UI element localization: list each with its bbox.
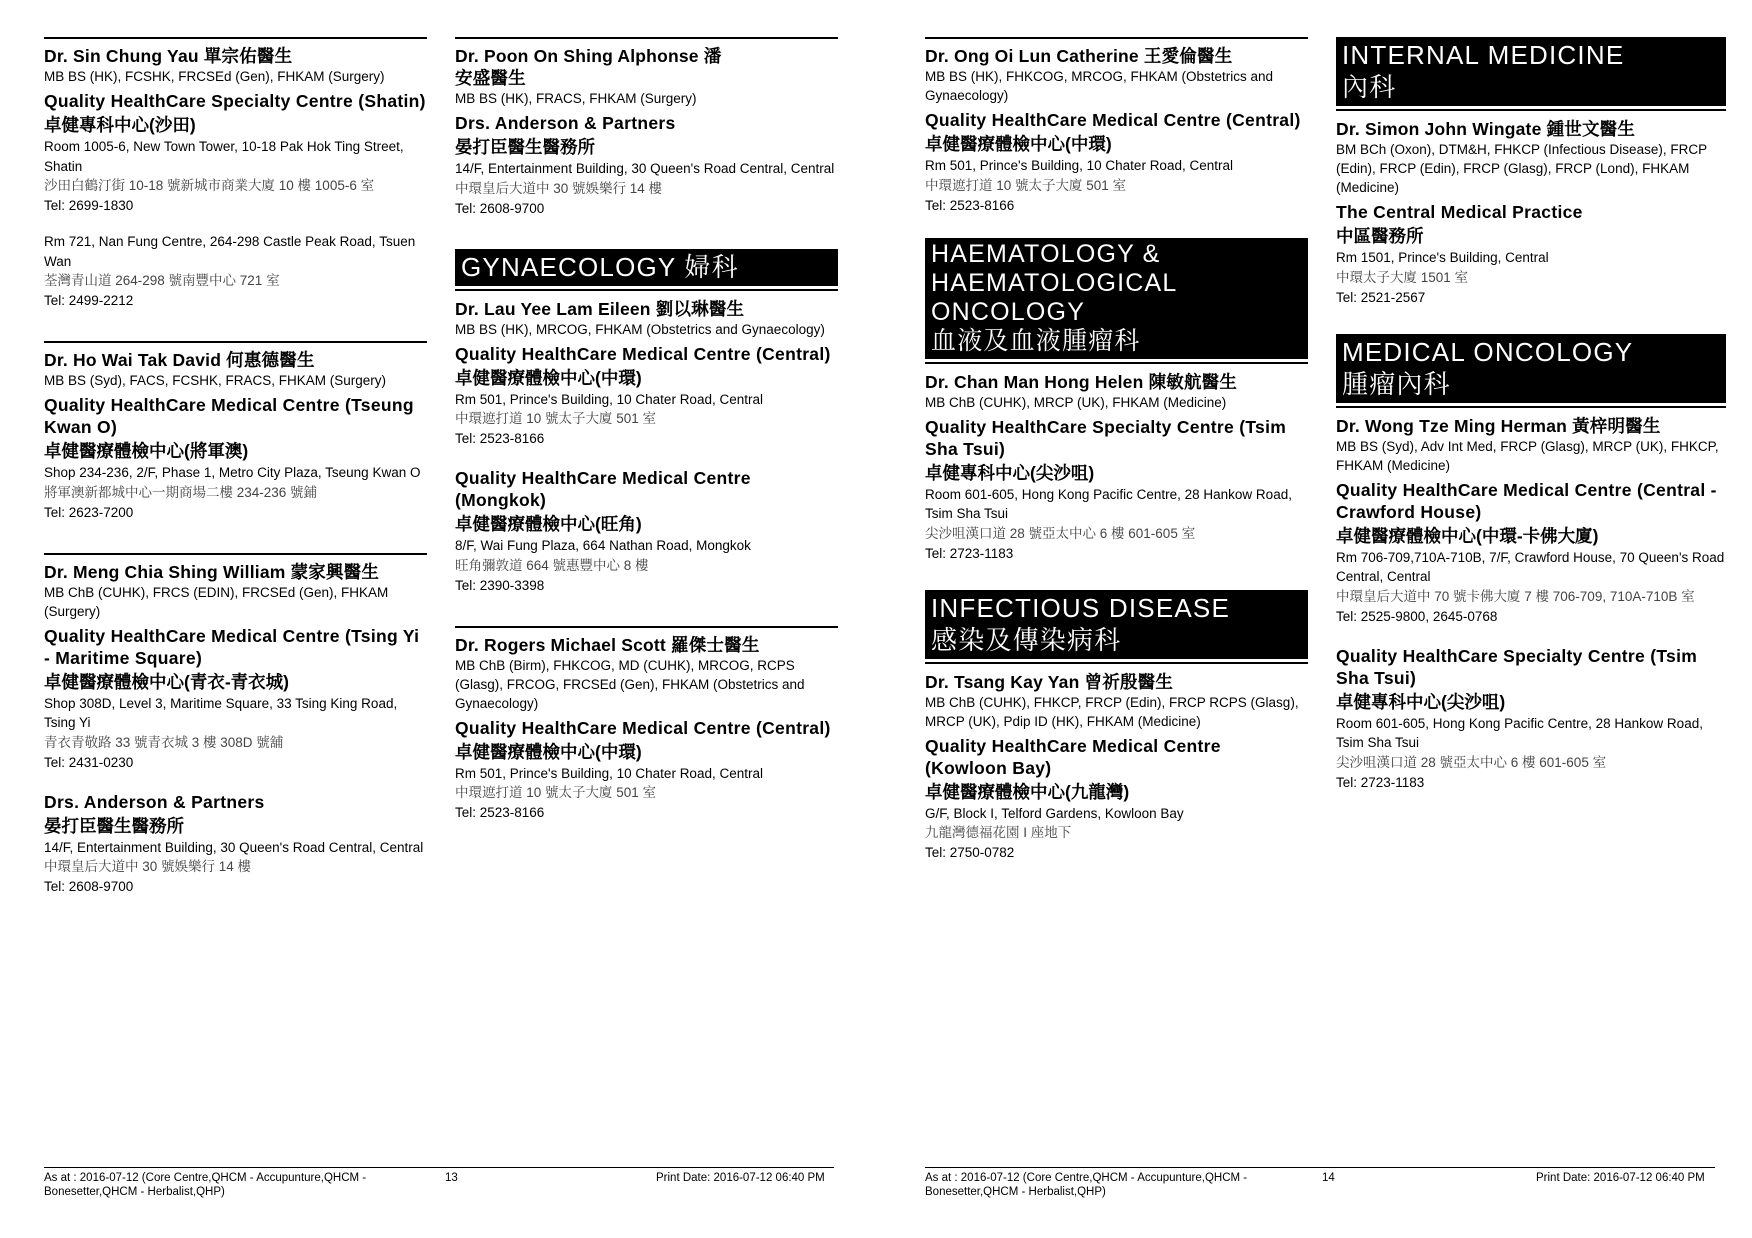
clinic-name: Quality HealthCare Specialty Centre (Tsim Sha Tsui) [1336, 645, 1698, 688]
section-gynaecology [455, 249, 838, 824]
section-divider [925, 662, 1308, 664]
doctor-qualifications: MB BS (HK), FRACS, FHKAM (Surgery) [455, 91, 697, 106]
address: Room 601-605, Hong Kong Pacific Centre, 28 Hankow Road, Tsim Sha Tsui [925, 486, 1292, 521]
clinic-name: Quality HealthCare Specialty Centre (Shatin) [44, 91, 426, 111]
clinic-name: Quality HealthCare Medical Centre (Central - Crawford House) [1336, 479, 1717, 522]
section-divider [1336, 109, 1726, 111]
address-zh: 尖沙咀漢口道 28 號亞太中心 6 樓 601-605 室 [925, 525, 1196, 541]
section-haematology [925, 238, 1308, 564]
doctor-qualifications: MB BS (HK), MRCOG, FHKAM (Obstetrics and Gynaecology) [455, 321, 825, 337]
clinic-name: Quality HealthCare Medical Centre (Tseung Kwan O) [44, 395, 414, 437]
address-zh: 九龍灣德福花園 I 座地下 [925, 825, 1072, 840]
clinic-name: Quality HealthCare Medical Centre (Mongkok) [455, 468, 751, 510]
telephone: Tel: 2499-2212 [44, 293, 134, 308]
clinic-name-zh: 卓健專科中心(尖沙咀) [925, 462, 1095, 483]
clinic-name-zh: 卓健醫療體檢中心(將軍澳) [44, 441, 249, 461]
address-zh: 中環太子大廈 1501 室 [1336, 269, 1469, 285]
address: Room 601-605, Hong Kong Pacific Centre, 28 Hankow Road, Tsim Sha Tsui [1336, 715, 1703, 750]
footer-as-at-right: As at : 2016-07-12 (Core Centre,QHCM - Accupunture,QHCM - Bonesetter,QHCM - Herbalist,QHP) [925, 1172, 1248, 1198]
clinic-name-zh: 卓健醫療體檢中心(青衣-青衣城) [44, 671, 289, 692]
section-internal-medicine [1336, 37, 1726, 308]
address-zh: 中環遮打道 10 號太子大廈 501 室 [925, 177, 1127, 193]
address: Shop 234-236, 2/F, Phase 1, Metro City Plaza, Tseung Kwan O [44, 465, 421, 480]
doctor-name: Dr. Simon John Wingate 鍾世文醫生 [1336, 119, 1636, 139]
clinic-name: Drs. Anderson & Partners [44, 791, 265, 812]
column-4 [1336, 37, 1726, 823]
footer-page-number-right: 14 [1322, 1172, 1335, 1184]
telephone: Tel: 2525-9800, 2645-0768 [1336, 608, 1498, 624]
telephone: Tel: 2699-1830 [44, 198, 134, 213]
telephone: Tel: 2723-1183 [1336, 774, 1425, 790]
address-zh: 旺角彌敦道 664 號惠豐中心 8 樓 [455, 557, 649, 573]
clinic-location [44, 232, 427, 311]
clinic-location [455, 343, 838, 450]
doctor-qualifications: MB ChB (CUHK), MRCP (UK), FHKAM (Medicine) [925, 394, 1227, 410]
telephone: Tel: 2608-9700 [455, 200, 545, 216]
section-heading-line: INTERNAL MEDICINE [1342, 40, 1625, 70]
doctor-name: Dr. Ong Oi Lun Catherine 王愛倫醫生 [925, 46, 1233, 66]
telephone: Tel: 2523-8166 [455, 431, 545, 446]
doctor-name: Dr. Ho Wai Tak David 何惠德醫生 [44, 350, 315, 370]
doctor-qualifications: MB ChB (Birm), FHKCOG, MD (CUHK), MRCOG, RCPS (Glasg), FRCOG, FRCSEd (Gen), FHKAM (Obstetrics and Gynaecology) [455, 657, 805, 711]
telephone: Tel: 2521-2567 [1336, 289, 1426, 305]
doctor-entry-meng-chia-shing [44, 553, 427, 898]
address: Shop 308D, Level 3, Maritime Square, 33 Tsing King Road, Tsing Yi [44, 695, 398, 730]
doctor-name: Dr. Sin Chung Yau 單宗佑醫生 [44, 46, 293, 66]
clinic-name: The Central Medical Practice [1336, 202, 1583, 222]
address: 14/F, Entertainment Building, 30 Queen's Road Central, Central [455, 161, 835, 176]
section-heading-line: INFECTIOUS DISEASE [931, 592, 1230, 623]
clinic-name-zh: 卓健專科中心(沙田) [44, 115, 196, 135]
telephone: Tel: 2608-9700 [44, 879, 134, 894]
clinic-name: Quality HealthCare Medical Centre (Central) [925, 110, 1301, 130]
address-zh: 青衣青敬路 33 號青衣城 3 樓 308D 號舖 [44, 734, 284, 750]
address: Rm 501, Prince's Building, 10 Chater Road, Central [925, 158, 1233, 173]
address-zh: 沙田白鶴汀街 10-18 號新城市商業大廈 10 樓 1005-6 室 [44, 178, 375, 193]
clinic-location [44, 137, 427, 216]
address: Rm 1501, Prince's Building, Central [1336, 250, 1549, 265]
clinic-location [455, 467, 838, 596]
clinic-name-zh: 卓健醫療體檢中心(中環) [455, 741, 642, 762]
doctor-qualifications: MB BS (Syd), FACS, FCSHK, FRACS, FHKAM (Surgery) [44, 373, 387, 388]
telephone: Tel: 2390-3398 [455, 577, 545, 593]
address-zh: 中環皇后大道中 30 號娛樂行 14 樓 [455, 180, 663, 196]
section-heading [925, 590, 1308, 659]
footer-as-at-left: As at : 2016-07-12 (Core Centre,QHCM - Accupunture,QHCM - Bonesetter,QHCM - Herbalist,QHP) [44, 1172, 367, 1198]
clinic-name: Quality HealthCare Medical Centre (Kowloon Bay) [925, 735, 1221, 778]
section-divider [1336, 406, 1726, 408]
telephone: Tel: 2750-0782 [925, 845, 1015, 860]
section-divider [925, 362, 1308, 364]
address-zh: 中環皇后大道中 70 號卡佛大廈 7 樓 706-709, 710A-710B 室 [1336, 588, 1695, 604]
footer-page-number-left: 13 [445, 1172, 458, 1184]
doctor-name: Dr. Rogers Michael Scott 羅傑士醫生 [455, 634, 760, 655]
section-medical-oncology [1336, 334, 1726, 793]
section-heading-line: 血液及血液腫瘤科 [931, 326, 1141, 355]
column-1 [44, 37, 427, 927]
clinic-name: Drs. Anderson & Partners [455, 113, 676, 133]
clinic-name: Quality HealthCare Medical Centre (Central) [455, 717, 831, 738]
doctor-name: Dr. Meng Chia Shing William 蒙家興醫生 [44, 561, 380, 582]
address: Rm 501, Prince's Building, 10 Chater Road, Central [455, 765, 763, 781]
address: 8/F, Wai Fung Plaza, 664 Nathan Road, Mongkok [455, 538, 751, 553]
telephone: Tel: 2623-7200 [44, 504, 134, 520]
address: G/F, Block I, Telford Gardens, Kowloon Bay [925, 805, 1184, 821]
doctor-entry-ong-oi-lun [925, 37, 1308, 216]
doctor-qualifications: MB BS (HK), FCSHK, FRCSEd (Gen), FHKAM (Surgery) [44, 69, 385, 84]
clinic-name-zh: 卓健醫療體檢中心(中環) [925, 134, 1112, 154]
telephone: Tel: 2523-8166 [455, 805, 545, 820]
column-2 [455, 37, 838, 853]
address: Rm 706-709,710A-710B, 7/F, Crawford House, 70 Queen's Road Central, Central [1336, 549, 1725, 584]
clinic-name-zh: 卓健醫療體檢中心(旺角) [455, 514, 642, 534]
address: Rm 501, Prince's Building, 10 Chater Road, Central [455, 391, 763, 407]
clinic-name-zh: 中區醫務所 [1336, 226, 1424, 246]
clinic-name: Quality HealthCare Medical Centre (Central) [455, 343, 831, 364]
clinic-location [1336, 479, 1726, 627]
section-divider [455, 289, 838, 291]
section-heading-line: 感染及傳染病科 [931, 624, 1122, 655]
footer-print-date-right: Print Date: 2016-07-12 06:40 PM [1536, 1172, 1705, 1184]
address: 14/F, Entertainment Building, 30 Queen's Road Central, Central [44, 839, 424, 855]
doctor-entry-poon-on-shing [455, 37, 838, 219]
section-heading [1336, 37, 1726, 106]
doctor-qualifications: MB ChB (CUHK), FRCS (EDIN), FRCSEd (Gen), FHKAM (Surgery) [44, 584, 389, 619]
telephone: Tel: 2723-1183 [925, 545, 1014, 561]
clinic-location [44, 694, 427, 773]
doctor-name: Dr. Wong Tze Ming Herman 黃梓明醫生 [1336, 415, 1661, 436]
address-zh: 荃灣青山道 264-298 號南豐中心 721 室 [44, 273, 280, 288]
address: Rm 721, Nan Fung Centre, 264-298 Castle Peak Road, Tsuen Wan [44, 234, 416, 269]
doctor-qualifications: MB BS (Syd), Adv Int Med, FRCP (Glasg), MRCP (UK), FHKCP, FHKAM (Medicine) [1336, 438, 1719, 473]
section-heading-line: 腫瘤內科 [1342, 368, 1451, 399]
telephone: Tel: 2431-0230 [44, 754, 134, 770]
footer-rule-left [44, 1167, 834, 1168]
clinic-location [1336, 645, 1726, 793]
clinic-name-zh: 卓健醫療體檢中心(中環) [455, 367, 642, 388]
address-zh: 中環遮打道 10 號太子大廈 501 室 [455, 411, 657, 426]
address-zh: 中環皇后大道中 30 號娛樂行 14 樓 [44, 859, 252, 874]
section-heading-line: ONCOLOGY [931, 297, 1086, 326]
column-3 [925, 37, 1308, 893]
section-heading [925, 238, 1308, 359]
section-heading: GYNAECOLOGY 婦科 [455, 249, 838, 286]
clinic-name-zh: 晏打臣醫生醫務所 [455, 137, 595, 157]
doctor-name: Dr. Tsang Kay Yan 曾祈殷醫生 [925, 671, 1174, 692]
clinic-name-zh: 卓健醫療體檢中心(九龍灣) [925, 781, 1130, 802]
doctor-qualifications: MB BS (HK), FHKCOG, MRCOG, FHKAM (Obstetrics and Gynaecology) [925, 69, 1274, 103]
clinic-name: Quality HealthCare Specialty Centre (Tsim Sha Tsui) [925, 416, 1287, 459]
doctor-entry-ho-wai-tak [44, 341, 427, 523]
address: Room 1005-6, New Town Tower, 10-18 Pak Hok Ting Street, Shatin [44, 139, 404, 174]
address-zh: 中環遮打道 10 號太子大廈 501 室 [455, 785, 657, 800]
clinic-name-zh: 卓健專科中心(尖沙咀) [1336, 691, 1506, 712]
footer-print-date-left: Print Date: 2016-07-12 06:40 PM [656, 1172, 825, 1184]
telephone: Tel: 2523-8166 [925, 197, 1015, 213]
address-zh: 尖沙咀漢口道 28 號亞太中心 6 樓 601-605 室 [1336, 754, 1607, 770]
clinic-name: Quality HealthCare Medical Centre (Tsing Yi - Maritime Square) [44, 625, 420, 668]
address-zh: 將軍澳新都城中心一期商場二樓 234-236 號鋪 [44, 484, 318, 500]
doctor-name: Dr. Chan Man Hong Helen 陳敏航醫生 [925, 371, 1238, 392]
section-heading-line: HAEMATOLOGICAL [931, 268, 1178, 297]
doctor-qualifications: BM BCh (Oxon), DTM&H, FHKCP (Infectious Disease), FRCP (Edin), FRCP (Edin), FRCP (Glasg), FRCP (Lond), FHKAM (Medicine) [1336, 142, 1707, 195]
section-heading-line: 內科 [1342, 72, 1397, 102]
section-heading-line: MEDICAL ONCOLOGY [1342, 336, 1634, 367]
doctor-name: Dr. Poon On Shing Alphonse 潘安盛醫生 [455, 46, 722, 88]
clinic-name-zh: 晏打臣醫生醫務所 [44, 815, 184, 836]
doctor-entry-lau-yee-lam [455, 298, 838, 596]
doctor-qualifications: MB ChB (CUHK), FHKCP, FRCP (Edin), FRCP RCPS (Glasg), MRCP (UK), Pdip ID (HK), FHKAM (Medicine) [925, 694, 1299, 729]
section-heading [1336, 334, 1726, 403]
doctor-entry-sin-chung-yau [44, 37, 427, 311]
section-infectious-disease [925, 590, 1308, 864]
doctor-entry-rogers-michael-scott [455, 626, 838, 824]
footer-rule-right [925, 1167, 1715, 1168]
section-heading-line: HAEMATOLOGY & [931, 239, 1161, 268]
doctor-name: Dr. Lau Yee Lam Eileen 劉以琳醫生 [455, 298, 745, 319]
clinic-name-zh: 卓健醫療體檢中心(中環-卡佛大廈) [1336, 525, 1599, 546]
